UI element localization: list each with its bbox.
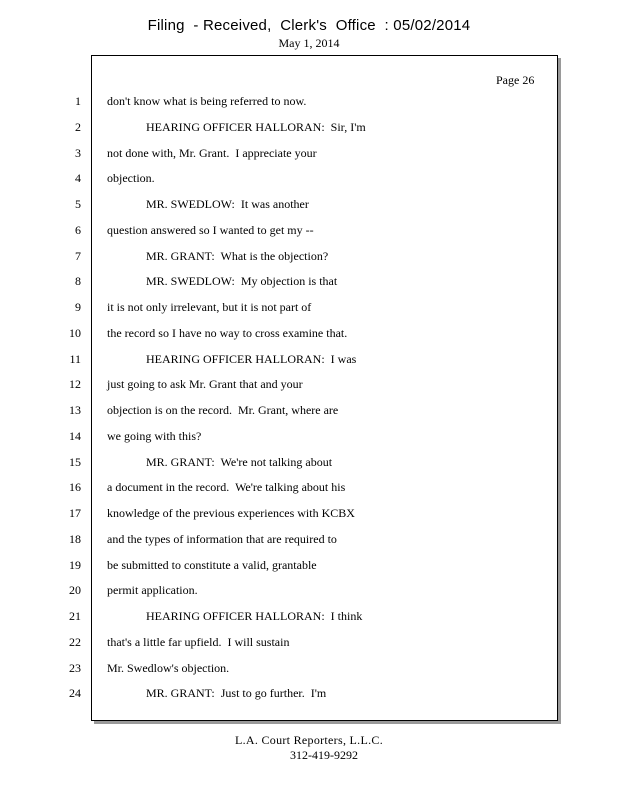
line-text: don't know what is being referred to now. xyxy=(107,94,307,108)
transcript-line xyxy=(0,455,560,471)
line-text: question answered so I wanted to get my -- xyxy=(107,223,314,237)
line-number: 7 xyxy=(75,249,81,263)
transcript-line xyxy=(0,609,560,625)
court-reporter-phone: 312-419-9292 xyxy=(290,748,358,762)
transcript-line xyxy=(0,94,560,110)
line-number: 6 xyxy=(75,223,81,237)
line-text: MR. GRANT: We're not talking about xyxy=(146,455,333,469)
transcript-line xyxy=(0,120,560,136)
transcript-line xyxy=(0,635,560,651)
line-text: MR. GRANT: Just to go further. I'm xyxy=(146,686,327,700)
line-number: 16 xyxy=(69,480,81,494)
line-text: MR. GRANT: What is the objection? xyxy=(146,249,329,263)
line-text: Mr. Swedlow's objection. xyxy=(107,661,230,675)
line-text: that's a little far upfield. I will sustain xyxy=(107,635,290,649)
page-number: Page 26 xyxy=(496,73,535,87)
line-number: 13 xyxy=(69,403,81,417)
transcript-line xyxy=(0,429,560,445)
line-number: 21 xyxy=(69,609,81,623)
line-text: and the types of information that are required to xyxy=(107,532,337,546)
transcript-line xyxy=(0,661,560,677)
transcript-line xyxy=(0,377,560,393)
line-text: objection. xyxy=(107,171,155,185)
line-number: 14 xyxy=(69,429,81,443)
line-text: the record so I have no way to cross examine that. xyxy=(107,326,348,340)
transcript-line xyxy=(0,223,560,239)
line-number: 1 xyxy=(75,94,81,108)
transcript-line xyxy=(0,403,560,419)
transcript-line xyxy=(0,171,560,187)
court-reporter-name: L.A. Court Reporters, L.L.C. xyxy=(234,733,384,747)
line-text: knowledge of the previous experiences with KCBX xyxy=(107,506,355,520)
line-text: just going to ask Mr. Grant that and your xyxy=(107,377,303,391)
transcript-line xyxy=(0,249,560,265)
line-text: HEARING OFFICER HALLORAN: I was xyxy=(146,352,357,366)
line-text: HEARING OFFICER HALLORAN: I think xyxy=(146,609,363,623)
line-number: 11 xyxy=(69,352,81,366)
transcript-line xyxy=(0,274,560,290)
line-number: 4 xyxy=(75,171,81,185)
line-text: permit application. xyxy=(107,583,198,597)
line-text: it is not only irrelevant, but it is not part of xyxy=(107,300,312,314)
line-number: 3 xyxy=(75,146,81,160)
line-number: 10 xyxy=(69,326,81,340)
transcript-line xyxy=(0,146,560,162)
line-number: 24 xyxy=(69,686,81,700)
transcript-line xyxy=(0,583,560,599)
line-number: 15 xyxy=(69,455,81,469)
transcript-line xyxy=(0,558,560,574)
transcript-line xyxy=(0,326,560,342)
transcript-line xyxy=(0,300,560,316)
line-number: 8 xyxy=(75,274,81,288)
transcript-date: May 1, 2014 xyxy=(278,36,340,50)
transcript-line xyxy=(0,352,560,368)
line-text: we going with this? xyxy=(107,429,202,443)
transcript-line xyxy=(0,686,560,702)
line-number: 17 xyxy=(69,506,81,520)
line-number: 12 xyxy=(69,377,81,391)
line-text: objection is on the record. Mr. Grant, where are xyxy=(107,403,339,417)
line-number: 5 xyxy=(75,197,81,211)
line-text: be submitted to constitute a valid, grantable xyxy=(107,558,317,572)
line-number: 19 xyxy=(69,558,81,572)
transcript-line xyxy=(0,532,560,548)
line-number: 2 xyxy=(75,120,81,134)
transcript-line xyxy=(0,480,560,496)
line-text: HEARING OFFICER HALLORAN: Sir, I'm xyxy=(146,120,366,134)
filing-stamp: Filing - Received, Clerk's Office : 05/02/2014 xyxy=(147,17,471,34)
line-number: 9 xyxy=(75,300,81,314)
transcript-line xyxy=(0,506,560,522)
line-text: MR. SWEDLOW: My objection is that xyxy=(146,274,338,288)
line-number: 22 xyxy=(69,635,81,649)
line-number: 23 xyxy=(69,661,81,675)
transcript-line xyxy=(0,197,560,213)
line-text: not done with, Mr. Grant. I appreciate your xyxy=(107,146,317,160)
line-number: 18 xyxy=(69,532,81,546)
line-number: 20 xyxy=(69,583,81,597)
line-text: a document in the record. We're talking about his xyxy=(107,480,346,494)
line-text: MR. SWEDLOW: It was another xyxy=(146,197,309,211)
